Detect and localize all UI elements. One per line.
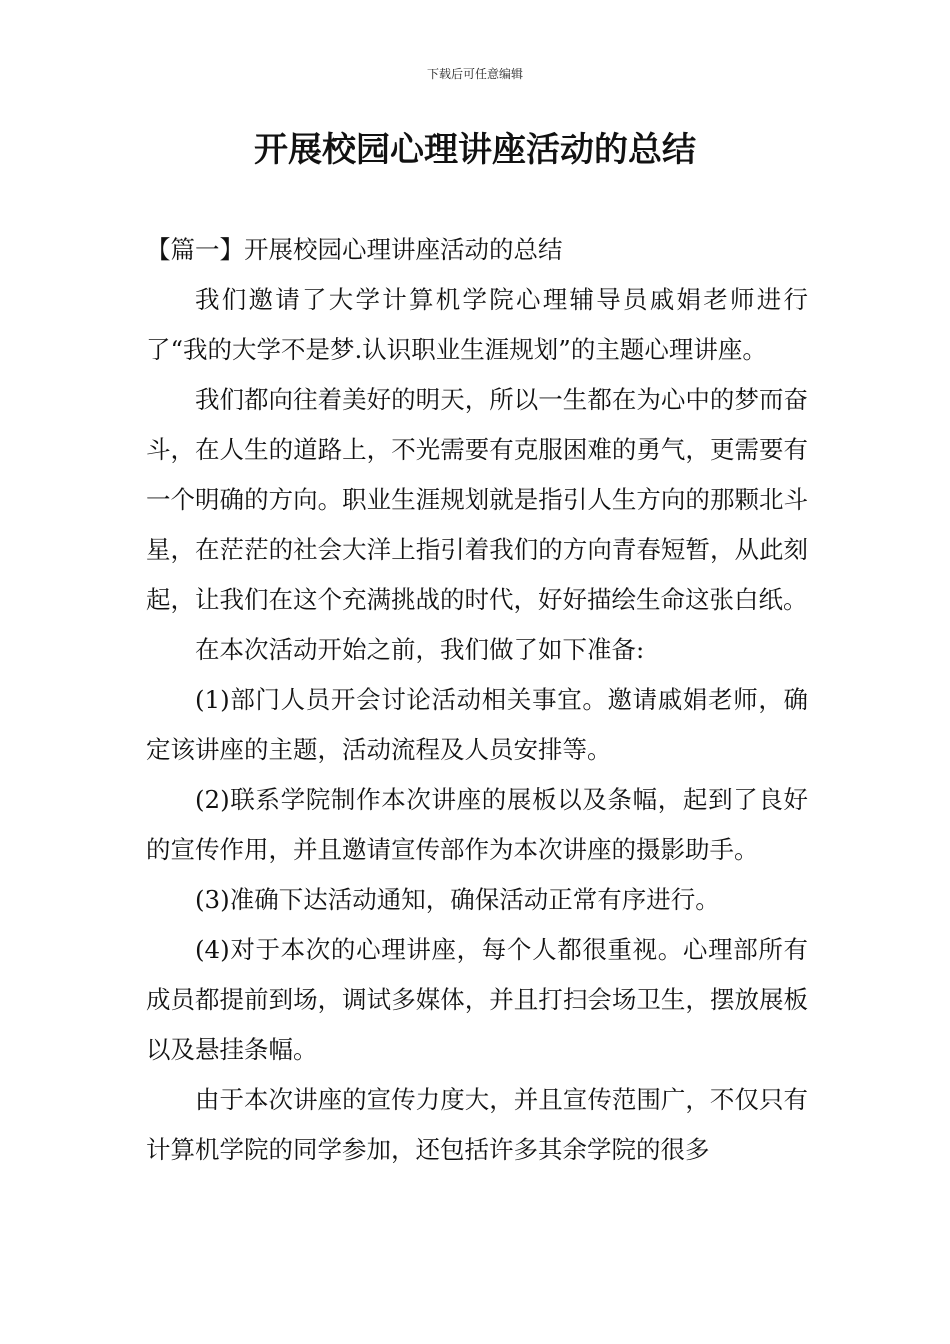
document-title: 开展校园心理讲座活动的总结 (254, 130, 696, 170)
paragraph-career-planning: 我们都向往着美好的明天，所以一生都在为心中的梦而奋斗，在人生的道路上，不光需要有克服困难的勇气，更需要有一个明确的方向。职业生涯规划就是指引人生方向的那颗北斗星，在茫茫的社会大洋上指引着我们的方向青春短暂，从此刻起，让我们在这个充满挑战的时代，好好描绘生命这张白纸。 (146, 385, 808, 614)
header-note: 下载后可任意编辑 (426, 67, 523, 81)
paragraph-prep-item-4: (4)对于本次的心理讲座，每个人都很重视。心理部所有成员都提前到场，调试多媒体，并且打扫会场卫生，摆放展板以及悬挂条幅。 (146, 935, 808, 1064)
document-body (146, 225, 808, 1175)
paragraph-invitation: 我们邀请了大学计算机学院心理辅导员戚娟老师进行了“我的大学不是梦.认识职业生涯规划”的主题心理讲座。 (146, 285, 808, 364)
paragraph-publicity: 由于本次讲座的宣传力度大，并且宣传范围广，不仅只有计算机学院的同学参加，还包括许多其余学院的很多 (146, 1085, 808, 1164)
paragraph-prep-item-3: (3)准确下达活动通知，确保活动正常有序进行。 (195, 885, 720, 914)
paragraph-prep-item-2: (2)联系学院制作本次讲座的展板以及条幅，起到了良好的宣传作用，并且邀请宣传部作为本次讲座的摄影助手。 (146, 785, 808, 864)
section-heading: 【篇一】开展校园心理讲座活动的总结 (146, 235, 563, 264)
paragraph-preparation-intro: 在本次活动开始之前，我们做了如下准备: (195, 635, 645, 664)
paragraph-prep-item-1: (1)部门人员开会讨论活动相关事宜。邀请戚娟老师，确定该讲座的主题，活动流程及人员安排等。 (146, 685, 808, 764)
